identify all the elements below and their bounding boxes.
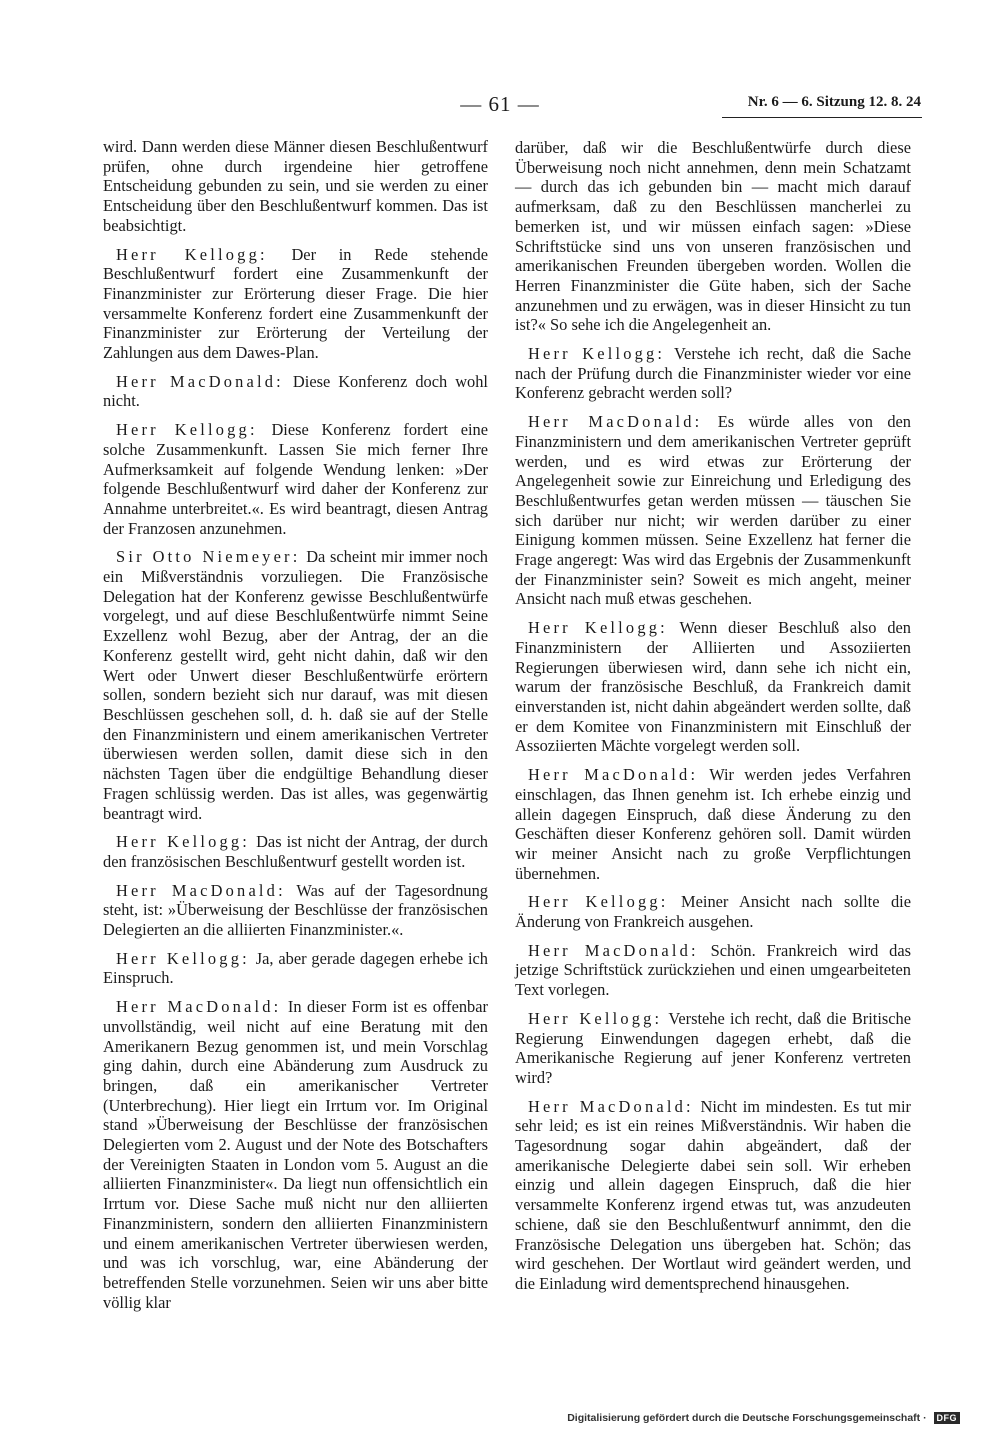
speaker-name: Sir Otto Niemeyer: bbox=[116, 547, 301, 567]
paragraph bbox=[515, 412, 911, 609]
paragraph bbox=[515, 892, 911, 931]
paragraph-text: Meiner Ansicht nach sollte die Änderung von Frankreich ausgehen. bbox=[515, 892, 912, 932]
paragraph-text: In dieser Form ist es offenbar unvollständig, weil nicht auf eine Beratung mit den Amerikanern Bezug genommen ist, und mein Vorschlag ging dahin, durch eine Abänderung zum Ausdruck zu bringen, daß ein amerikanischer Vertreter (Unterbrechung). Hier liegt ein Irrtum vor. Im Original stand »Überweisung der Beschlüsse der französischen Delegierten vom 2. August und der Note des Botschafters der Vereinigten Staaten in London vom 5. August an die alliierten Finanzminister«. Da liegt nun offensichtlich ein Irrtum vor. Diese Sache muß nicht nur den alliierten Finanzministern, sondern den alliierten Finanzministern und einem amerikanischen Vertreter überwiesen werden, und was ich vorschlug, war, eine Abänderung der betreffenden Stelle vorzunehmen. Seien wir uns aber bitte völlig klar bbox=[103, 997, 488, 1312]
paragraph-text: Das ist nicht der Antrag, der durch den französischen Beschlußentwurf gestellt worden ist. bbox=[103, 832, 488, 871]
header-rule bbox=[722, 117, 922, 118]
paragraph bbox=[103, 372, 488, 411]
paragraph-text: Da scheint mir immer noch ein Mißverständnis vorzuliegen. Die Französische Delegation hat der Konferenz gewisse Beschlußentwürfe vorgelegt, und auf diese Beschlußentwürfe nimmt Seine Exzellenz wohl Bezug, aber der Antrag, der an die Konferenz gestellt wird, geht nicht dahin, daß wir den Wert oder Unwert dieser Beschlußentwürfe erörtern sollen, sondern bezieht sich nur darauf, was mit diesen Beschlüssen geschehen soll, d. h. daß sie auf der Stelle den Finanzministern und einem amerikanischen Vertreter überwiesen werden sollen, damit diese sich in den nächsten Tagen über die endgültige Behandlung dieser Fragen schlüssig werden. Das ist alles, was gegenwärtig beantragt wird. bbox=[103, 547, 488, 823]
speaker-name: Herr MacDonald: bbox=[116, 880, 286, 900]
paragraph-text: wird. Dann werden diese Männer diesen Beschlußentwurf prüfen, ohne durch irgendeine hier getroffene Entscheidung gebunden zu sein, und sie werden zu einer Entscheidung über den Beschlußentwurf kommen. Das ist beabsichtigt. bbox=[103, 137, 488, 235]
speaker-name: Herr Kellogg: bbox=[116, 420, 258, 440]
page-number: — 61 — bbox=[460, 92, 540, 116]
paragraph-text: Es würde alles von den Finanzministern und dem amerikanischen Vertreter geprüft werden, und es wird etwas zur Erörterung der Angelegenheit sowie zur Einreichung und Erledigung des Beschlußentwurfes getan werden müssen — täuschen Sie sich darüber nur nicht; wir werden darüber zu einer Einigung kommen müssen. Seine Exzellenz hat ferner die Frage angeregt: Was wird das Ergebnis der Zusammenkunft der Finanzminister sein? Soweit es mich angeht, meiner Ansicht nach muß etwas geschehen. bbox=[515, 412, 911, 609]
speaker-name: Herr Kellogg: bbox=[528, 1008, 663, 1028]
speaker-name: Herr MacDonald: bbox=[528, 765, 699, 785]
paragraph-text: Wir werden jedes Verfahren einschlagen, das Ihnen genehm ist. Ich erhebe einzig und allein dagegen Einspruch, daß diese Änderung zu den Geschäften dieser Konferenz gehören soll. Damit würden wir meiner Ansicht nach zu große Verpflichtungen übernehmen. bbox=[515, 765, 911, 883]
paragraph bbox=[103, 420, 488, 538]
paragraph bbox=[103, 547, 488, 823]
footer-credit bbox=[560, 1412, 960, 1424]
paragraph-text: Diese Konferenz fordert eine solche Zusammenkunft. Lassen Sie mich ferner Ihre Aufmerksamkeit auf folgende Wendung lenken: »Der folgende Beschlußentwurf wird daher der Konferenz zur Annahme unterbreitet.«. Es wird beantragt, diesen Antrag der Franzosen anzunehmen. bbox=[103, 420, 488, 538]
paragraph-text: Schön. Frankreich wird das jetzige Schriftstück zurückziehen und einen umgearbeiteten Text vorlegen. bbox=[515, 940, 911, 1000]
speaker-name: Herr Kellogg: bbox=[116, 832, 251, 852]
paragraph-text: Ja, aber gerade dagegen erhebe ich Einspruch. bbox=[103, 948, 488, 988]
speaker-name: Herr MacDonald: bbox=[116, 997, 282, 1017]
paragraph bbox=[515, 1097, 911, 1294]
speaker-name: Herr Kellogg: bbox=[528, 892, 669, 912]
paragraph-text: Was auf der Tagesordnung steht, ist: »Überweisung der Beschlüsse der französischen Delegierten an die alliierten Finanzminister.«. bbox=[103, 880, 488, 940]
paragraph bbox=[103, 881, 488, 940]
footer-text: Digitalisierung gefördert durch die Deutsche Forschungsgemeinschaft · bbox=[567, 1412, 927, 1424]
speaker-name: Herr Kellogg: bbox=[116, 948, 250, 968]
dfg-logo: DFG bbox=[934, 1412, 961, 1424]
paragraph-text: Nicht im mindesten. Es tut mir sehr leid; es ist ein reines Mißverständnis. Wir haben die Tagesordnung sogar dahin abgeändert, daß der amerikanische Delegierte dabei sein soll. Wir erheben einzig und allein dagegen Einspruch, daß die hier versammelte Konferenz irgend etwas tut, was anzudeuten schiene, daß sie den Beschlußentwurf annimmt, den die Französische Delegation uns übergeben hat. Schön; das wird geschehen. Der Wortlaut wird geändert werden, und die Einladung wird dementsprechend hinausgehen. bbox=[515, 1096, 911, 1293]
speaker-name: Herr MacDonald: bbox=[528, 940, 699, 960]
paragraph bbox=[515, 765, 911, 883]
speaker-name: Herr Kellogg: bbox=[116, 244, 268, 264]
speaker-name: Herr Kellogg: bbox=[528, 344, 666, 364]
speaker-name: Herr MacDonald: bbox=[528, 1096, 694, 1116]
paragraph-text: Wenn dieser Beschluß also den Finanzministern der Alliierten und Assoziierten Regierungen überwiesen wird, dann sehe ich nicht ein, warum der französische Beschluß, da Frankreich damit einverstanden ist, nicht dahin abgeändert werden sollte, daß er dem Komitee von Finanzministern mit Einschluß der Assoziierten Mächte vorgelegt werden soll. bbox=[515, 618, 912, 756]
paragraph bbox=[515, 344, 911, 403]
left-column bbox=[103, 137, 488, 1321]
session-info: Nr. 6 — 6. Sitzung 12. 8. 24 bbox=[747, 94, 921, 110]
paragraph bbox=[103, 137, 488, 236]
paragraph-text: darüber, daß wir die Beschlußentwürfe durch diese Überweisung noch nicht annehmen, denn mein Schatzamt — durch das ich gebunden bin — macht mich darauf aufmerksam, daß zu den Beschlüssen mancherlei zu bemerken ist, und wir müssen einfach sagen: »Diese Schriftstücke sind uns von unseren französischen und amerikanischen Freunden übergeben worden. Wollen die Herren Finanzminister die Güte haben, sich der Sache anzunehmen und zu erwägen, was in dieser Hinsicht zu tun ist?« So sehe ich die Angelegenheit an. bbox=[515, 138, 911, 335]
paragraph bbox=[515, 941, 911, 1000]
speaker-name: Herr MacDonald: bbox=[116, 371, 284, 391]
paragraph bbox=[103, 832, 488, 871]
paragraph bbox=[103, 949, 488, 988]
paragraph-text: Der in Rede stehende Beschlußentwurf fordert eine Zusammenkunft der Finanzminister zur Erörterung dieser Frage. Die hier versammelte Konferenz fordert eine Zusammenkunft der Finanzminister zur Erörterung der Verteilung der Zahlungen aus dem Dawes-Plan. bbox=[103, 244, 488, 363]
paragraph-text: Verstehe ich recht, daß die Britische Regierung Einwendungen dagegen erhebt, daß die Amerikanische Regierung auf jener Konferenz vertreten wird? bbox=[515, 1008, 911, 1087]
paragraph bbox=[515, 138, 911, 335]
speaker-name: Herr Kellogg: bbox=[528, 618, 668, 638]
paragraph-text: Verstehe ich recht, daß die Sache nach der Prüfung durch die Finanzminister wieder vor eine Konferenz gebracht werden soll? bbox=[515, 344, 911, 403]
right-column bbox=[515, 138, 911, 1303]
paragraph-text: Diese Konferenz doch wohl nicht. bbox=[103, 371, 488, 411]
paragraph bbox=[103, 245, 488, 363]
paragraph bbox=[515, 618, 911, 756]
paragraph bbox=[103, 997, 488, 1312]
paragraph bbox=[515, 1009, 911, 1088]
speaker-name: Herr MacDonald: bbox=[528, 412, 703, 432]
